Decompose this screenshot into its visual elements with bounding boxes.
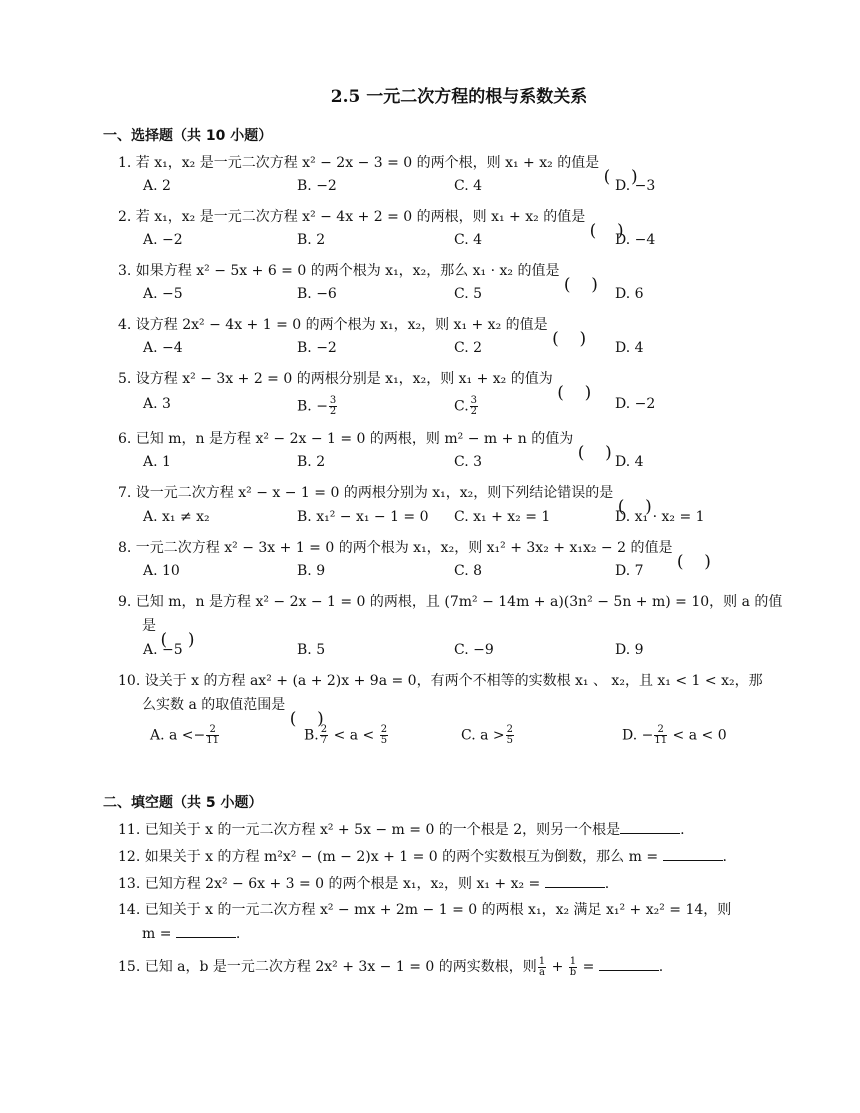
option-c: C. $\frac{3}{2}$ — [454, 395, 478, 417]
option-b: B. −2 — [297, 178, 337, 194]
question-8: 8. 一元二次方程 x² − 3x + 1 = 0 的两个根为 x₁，x₂，则 x₁² + 3x₂ + x₁x₂ − 2 的值是 — [118, 540, 673, 556]
option-d: D. − $\frac{2}{11}$ < a < 0 — [622, 724, 727, 746]
options-1 — [143, 178, 763, 200]
fraction: $\frac{2}{5}$ — [506, 724, 514, 746]
option-a: A. 2 — [143, 178, 171, 194]
fill-blank — [663, 846, 723, 861]
option-d: D. 4 — [615, 340, 644, 356]
option-a: A. −5 — [143, 642, 183, 658]
fraction: $\frac{2}{11}$ — [206, 724, 220, 746]
option-c: C. 4 — [454, 232, 483, 248]
option-b: B. 5 — [297, 642, 326, 658]
options-10 — [150, 725, 770, 747]
fraction: $\frac{2}{5}$ — [380, 724, 388, 746]
options-4 — [143, 340, 763, 362]
question-2: 2. 若 x₁，x₂ 是一元二次方程 x² − 4x + 2 = 0 的两根，则 x₁ + x₂ 的值是 — [118, 209, 586, 225]
question-11: 11. 已知关于 x 的一元二次方程 x² + 5x − m = 0 的一个根是 2，则另一个根是 . — [118, 818, 763, 842]
option-b: B. −2 — [297, 340, 337, 356]
option-c: C. a > $\frac{2}{5}$ — [461, 724, 514, 746]
option-d: D. x₁ · x₂ = 1 — [615, 509, 705, 525]
fraction: $\frac{3}{2}$ — [329, 395, 337, 417]
question-10: 10. 设关于 x 的方程 ax² + (a + 2)x + 9a = 0，有两个不相等的实数根 x₁ 、 x₂，且 x₁ < 1 < x₂，那 么实数 a 的取值范围是 — [118, 673, 763, 713]
option-d: D. 9 — [615, 642, 644, 658]
page-title: 2.5 一元二次方程的根与系数关系 — [330, 87, 588, 107]
option-c: C. 8 — [454, 563, 483, 579]
option-a: A. −4 — [143, 340, 183, 356]
option-c: C. 3 — [454, 454, 483, 470]
question-1: 1. 若 x₁，x₂ 是一元二次方程 x² − 2x − 3 = 0 的两个根，则 x₁ + x₂ 的值是 — [118, 155, 600, 171]
option-a: A. x₁ ≠ x₂ — [143, 509, 210, 525]
fraction: $\frac{3}{2}$ — [470, 395, 478, 417]
option-a: A. a <− $\frac{2}{11}$ — [150, 724, 220, 746]
fill-blank — [545, 873, 605, 888]
fraction: $\frac{2}{11}$ — [654, 724, 668, 746]
fraction: $\frac{2}{7}$ — [320, 724, 328, 746]
options-6 — [143, 454, 763, 476]
question-3: 3. 如果方程 x² − 5x + 6 = 0 的两个根为 x₁，x₂，那么 x₁ · x₂ 的值是 — [118, 263, 560, 279]
option-d: D. −4 — [615, 232, 656, 248]
option-d: D. 4 — [615, 454, 644, 470]
option-a: A. −2 — [143, 232, 183, 248]
fill-blank — [620, 819, 680, 834]
options-3 — [143, 286, 763, 308]
option-a: A. −5 — [143, 286, 183, 302]
option-b: B. −6 — [297, 286, 337, 302]
option-c: C. 2 — [454, 340, 483, 356]
option-b: B. 2 — [297, 232, 326, 248]
question-5: 5. 设方程 x² − 3x + 2 = 0 的两根分别是 x₁，x₂，则 x₁ + x₂ 的值为 — [118, 371, 553, 387]
options-8 — [143, 563, 763, 585]
option-d: D. −3 — [615, 178, 656, 194]
option-c: C. −9 — [454, 642, 494, 658]
section-heading-fill: 二、填空题（共 5 小题） — [103, 795, 263, 811]
option-d: D. −2 — [615, 396, 656, 412]
section-heading-choice: 一、选择题（共 10 小题） — [103, 128, 273, 144]
question-9: 9. 已知 m，n 是方程 x² − 2x − 1 = 0 的两根，且 (7m² − 14m + a)(3n² − 5n + m) = 10，则 a 的值 是 — [118, 594, 783, 634]
question-15: 15. 已知 a，b 是一元二次方程 2x² + 3x − 1 = 0 的两实数根，则 $\frac{1}{a}$ + $\frac{1}{b}$ = . — [118, 955, 664, 978]
fraction: $\frac{1}{b}$ — [569, 955, 577, 978]
options-2 — [143, 232, 763, 254]
option-a: A. 1 — [143, 454, 171, 470]
option-c: C. 4 — [454, 178, 483, 194]
question-13: 13. 已知方程 2x² − 6x + 3 = 0 的两个根是 x₁，x₂，则 x₁ + x₂ = . — [118, 872, 763, 896]
option-d: D. 7 — [615, 563, 644, 579]
option-b: B. − $\frac{3}{2}$ — [297, 395, 337, 417]
option-b: B. 9 — [297, 563, 326, 579]
option-a: A. 3 — [143, 396, 171, 412]
options-7 — [143, 509, 763, 531]
option-c: C. 5 — [454, 286, 483, 302]
question-14: 14. 已知关于 x 的一元二次方程 x² − mx + 2m − 1 = 0 的两根 x₁，x₂ 满足 x₁² + x₂² = 14，则 m = . — [118, 902, 732, 942]
question-4: 4. 设方程 2x² − 4x + 1 = 0 的两个根为 x₁，x₂，则 x₁ + x₂ 的值是 — [118, 317, 548, 333]
option-b: B. 2 — [297, 454, 326, 470]
fill-blank — [599, 956, 659, 971]
option-d: D. 6 — [615, 286, 644, 302]
option-b: B. x₁² − x₁ − 1 = 0 — [297, 509, 429, 525]
question-6: 6. 已知 m，n 是方程 x² − 2x − 1 = 0 的两根，则 m² − m + n 的值为 — [118, 431, 574, 447]
option-a: A. 10 — [143, 563, 180, 579]
option-b: B. $\frac{2}{7}$ < a < $\frac{2}{5}$ — [304, 724, 388, 746]
options-9 — [143, 642, 763, 664]
fill-blank — [176, 923, 236, 938]
fraction: $\frac{1}{a}$ — [538, 955, 546, 978]
options-5 — [143, 396, 763, 418]
question-12: 12. 如果关于 x 的方程 m²x² − (m − 2)x + 1 = 0 的两个实数根互为倒数，那么 m = . — [118, 845, 763, 869]
option-c: C. x₁ + x₂ = 1 — [454, 509, 551, 525]
question-7: 7. 设一元二次方程 x² − x − 1 = 0 的两根分别为 x₁，x₂，则下列结论错误的是 — [118, 485, 614, 501]
